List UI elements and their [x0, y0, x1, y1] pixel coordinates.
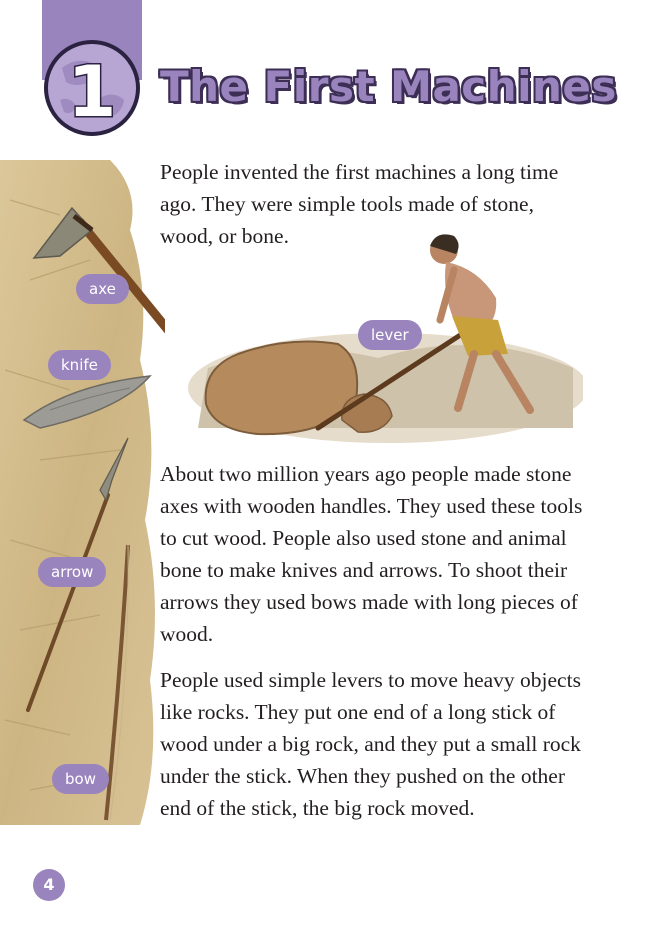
- paragraph-2: About two million years ago people made stone axes with wooden handles. They used these tools to cut wood. People also used stone and animal bone to make knives and arrows. To shoot their arrows they used bows made with long pieces of wood.: [160, 462, 583, 646]
- chapter-number-badge: [42, 38, 142, 138]
- arrow-label: arrow: [38, 557, 106, 587]
- axe-label: axe: [76, 274, 129, 304]
- chapter-number: 1: [67, 51, 117, 133]
- page-number: 4: [33, 869, 65, 901]
- chapter-title: The First Machines: [160, 62, 617, 111]
- tools-illustration: [0, 160, 165, 825]
- knife-label: knife: [48, 350, 111, 380]
- lever-label: lever: [358, 320, 422, 350]
- paragraph-3: People used simple levers to move heavy objects like rocks. They put one end of a long stick of wood under a big rock, and they put a small rock under the stick. When they pushed on the other end of the stick, the big rock moved.: [160, 668, 581, 820]
- bow-label: bow: [52, 764, 109, 794]
- paragraph-1: People invented the first machines a long time ago. They were simple tools made of stone, wood, or bone.: [160, 160, 559, 248]
